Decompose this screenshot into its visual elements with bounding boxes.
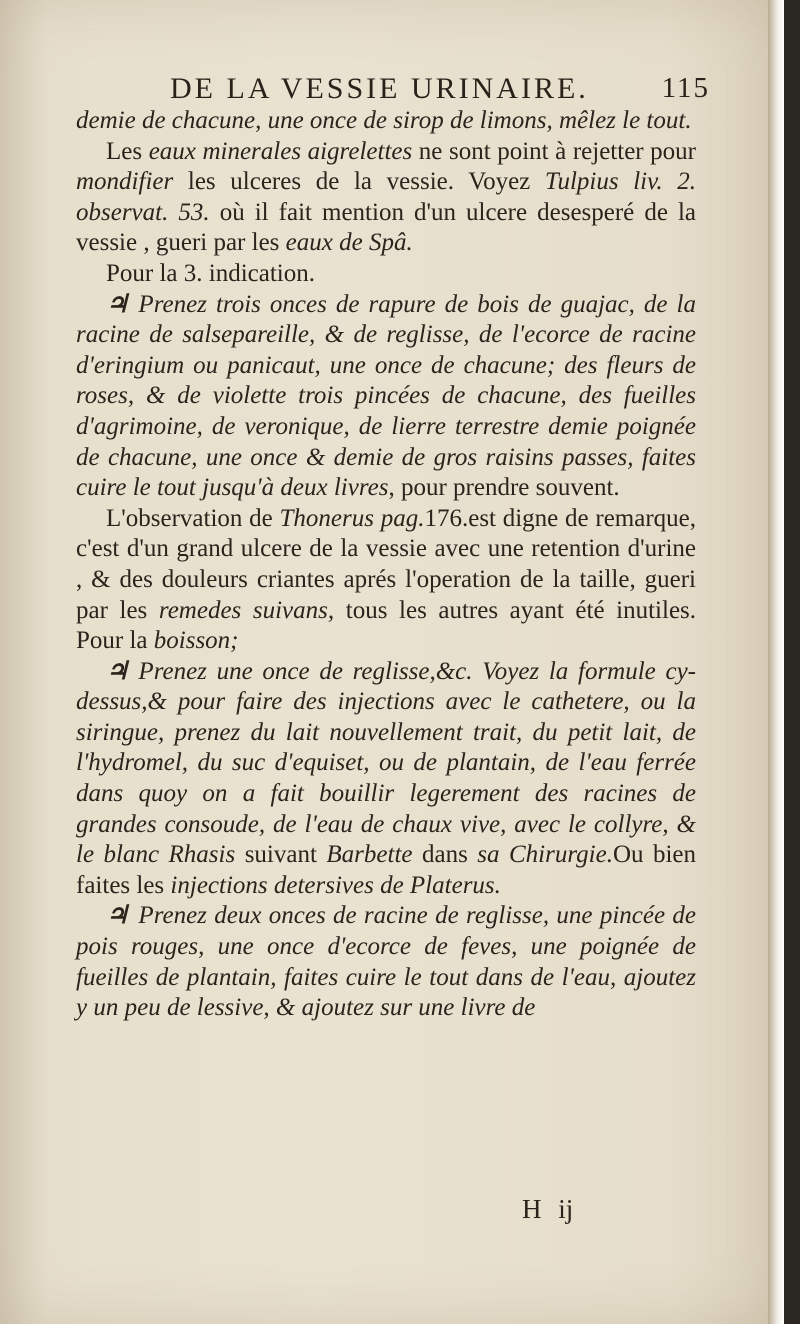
text-run: Ou bien faites les <box>76 841 697 899</box>
text-run: injections detersives de Platerus. <box>170 871 501 899</box>
text-run: Prenez deux onces de racine de reglisse, une pincée de pois rouges, une once d'ecorce de feves, une poignée de fueilles de plantain, faites cuire le tout dans de l'eau, ajoutez y un peu de lessive, & ajoutez sur une livre de <box>76 902 696 1022</box>
signature-mark: H ij <box>522 1194 574 1224</box>
text-run: Thonerus pag. <box>279 504 425 532</box>
text-run: 176.est digne de remarque, c'est d'un grand ulcere de la vessie avec une retention d'urine , & des douleurs criantes aprés l'operation de la taille, gueri par les <box>76 504 696 624</box>
text-run: eaux de Spâ. <box>285 229 413 257</box>
paragraph-1 <box>76 106 696 137</box>
page-number: 115 <box>661 72 710 104</box>
paragraph-7 <box>76 901 696 1023</box>
text-run: mondifier <box>76 168 174 196</box>
text-run: ne sont point à rejetter pour <box>418 137 697 165</box>
page-edge <box>768 0 784 1324</box>
text-run: , mêlez le tout. <box>546 107 692 134</box>
text-run: remedes suivans, <box>158 596 335 624</box>
text-run: les ulceres de la vessie. Voyez <box>187 168 531 196</box>
paragraph-4 <box>76 290 696 504</box>
text-run: Tulpius liv. 2. observat. 53. <box>76 168 697 226</box>
paragraph-5 <box>76 504 696 657</box>
text-run: boisson; <box>153 627 239 655</box>
paragraph-6 <box>76 657 696 902</box>
text-run: sa Chirurgie. <box>477 841 613 869</box>
text-run: L'observation de <box>106 504 273 532</box>
text-run: demie de chacune <box>76 107 256 134</box>
text-run: tous les autres ayant été inutiles. Pour la <box>76 596 697 655</box>
text-run: Barbette <box>326 841 413 869</box>
text-run: Les <box>106 137 143 165</box>
text-run: dans <box>421 841 468 869</box>
running-title: DE LA VESSIE URINAIRE. <box>170 72 589 105</box>
text-run: , pour prendre souvent. <box>388 474 620 502</box>
text-run: où il fait mention d'un ulcere desesperé de la vessie , gueri par les <box>76 198 696 257</box>
page-text <box>76 106 696 1024</box>
text-run: Prenez une once de reglisse,&c. Voyez la formule cy-dessus,& pour faire des injections avec le cathetere, ou la siringue, prenez du lait nouvellement trait, du petit lait, de l'hydromel, du suc d'equiset, ou de plantain, de l'eau ferrée dans quoy on a fait bouillir legerement des racines de grandes consoude, de l'eau de chaux vive, avec le collyre, & le blanc Rhasis <box>76 657 696 869</box>
recipe-symbol-icon: ♃ <box>106 657 129 685</box>
text-run: eaux minerales aigrelettes <box>148 137 413 165</box>
paragraph-2 <box>76 137 696 259</box>
recipe-symbol-icon: ♃ <box>106 902 129 930</box>
paragraph-3: Pour la 3. indication. <box>106 259 315 287</box>
text-run: Prenez trois onces de rapure de bois de guajac, de la racine de salsepareille, & de reglisse, de l'ecorce de racine d'eringium ou panicaut, une once de chacune; des fleurs de roses, & de violette trois pincées de chacune, des fueilles d'agrimoine, de veronique, de lierre terrestre demie poignée de chacune, une once & demie de gros raisins passes, faites cuire le tout jusqu'à deux livres <box>76 290 696 502</box>
text-run: , une once de sirop de limons <box>255 107 547 134</box>
recipe-symbol-icon: ♃ <box>106 290 129 318</box>
text-run: suivant <box>244 841 317 869</box>
